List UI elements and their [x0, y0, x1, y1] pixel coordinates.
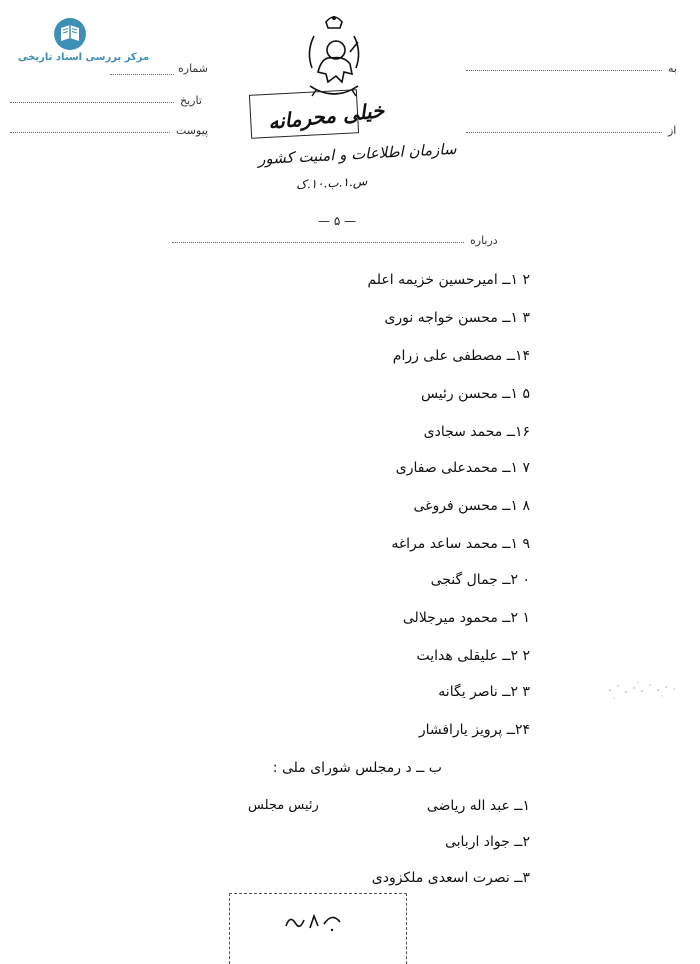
list-item: ۱ــ عبد اله ریاضی — [426, 798, 530, 814]
page-marker: — ۵ — — [318, 214, 357, 228]
list-item: ۲ ۲ــ علیقلی هدایت — [416, 648, 530, 664]
member-role: رئیس مجلس — [248, 798, 319, 813]
number-label: شماره — [178, 62, 209, 75]
list-item: ۲ــ جواد اربابی — [444, 834, 530, 850]
list-item: ۸ ۱ــ محسن فروغی — [413, 498, 530, 514]
scan-speckle-marks — [602, 676, 682, 706]
date-dots — [10, 102, 174, 103]
to-label: به — [668, 62, 677, 75]
classification-stamp: خیلی محرمانه — [267, 97, 386, 135]
list-item: ۲۴ــ پرویز یارافشار — [418, 722, 530, 738]
list-item: ۳ ۲ــ ناصر یگانه — [438, 684, 530, 700]
list-item: ۷ ۱ــ محمدعلی صفاری — [395, 460, 530, 476]
from-dots — [466, 132, 662, 133]
list-item: ۱ ۲ــ محمود میرجلالی — [402, 610, 530, 626]
list-item: ۱۴ــ مصطفی علی زرام — [392, 348, 530, 364]
number-dots — [110, 74, 174, 75]
date-label: تاریخ — [180, 94, 202, 107]
attachment-label: پیوست — [176, 124, 209, 137]
handwritten-initials-icon — [280, 906, 350, 936]
regarding-dots — [172, 242, 464, 243]
section-heading: ب ــ د رمجلس شورای ملی : — [272, 760, 442, 776]
regarding-label: درباره — [470, 234, 498, 247]
list-item: ۰ ۲ــ جمال گنجی — [430, 572, 530, 588]
list-item: ۹ ۱ــ محمد ساعد مراغه — [391, 536, 530, 552]
watermark-text: مرکز بررسی اسناد تاریخی — [18, 52, 150, 63]
from-label: از — [668, 124, 677, 137]
list-item: ۳ــ نصرت اسعدی ملکزودی — [371, 870, 530, 886]
attachment-dots — [10, 132, 170, 133]
book-logo-icon — [52, 16, 88, 52]
list-item: ۱۶ــ محمد سجادی — [423, 424, 530, 440]
reference-code: س.۱.ب.۱۰.ک — [295, 174, 368, 192]
list-item: ۵ ۱ــ محسن رئیس — [420, 386, 530, 402]
to-dots — [466, 70, 662, 71]
list-item: ۲ ۱ــ امیرحسین خزیمه اعلم — [367, 272, 530, 288]
list-item: ۳ ۱ــ محسن خواجه نوری — [384, 310, 530, 326]
organization-name: سازمان اطلاعات و امنیت کشور — [257, 139, 457, 169]
